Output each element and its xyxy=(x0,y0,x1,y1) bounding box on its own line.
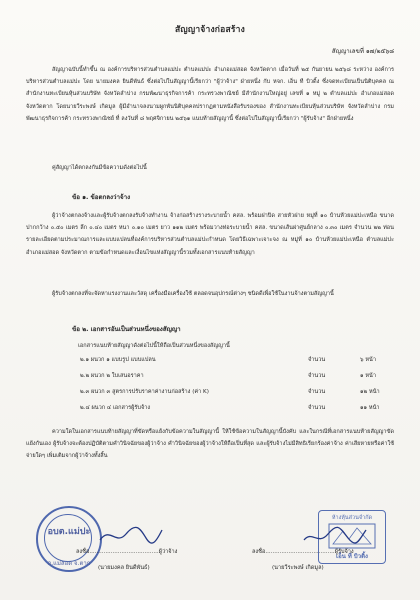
contractor-signature xyxy=(300,524,370,550)
attachment-pages: ๖ หน้า xyxy=(360,357,376,363)
employer-sign-line: ลงชื่อ.......................................ผู้ว่าจ้าง xyxy=(76,549,178,555)
contract-number: สัญญาเลขที่ ๑๗/๒๕๖๘ xyxy=(331,48,394,55)
clause-1-materials: ผู้รับจ้างตกลงที่จะจัดหาแรงงานและวัสดุ เครื่องมือเครื่องใช้ ตลอดจนอุปกรณ์ต่างๆ ชนิดดีเพื่อใช้ในงานจ้างตามสัญญานี้ xyxy=(52,291,334,297)
attachment-count-label: จำนวน xyxy=(308,373,326,379)
attachment-row xyxy=(80,388,380,400)
attachment-row xyxy=(80,356,380,368)
document-title: สัญญาจ้างก่อสร้าง xyxy=(175,25,245,35)
company-stamp-top: ห้างหุ้นส่วนจำกัด xyxy=(331,515,373,521)
attachment-pages: ๑ หน้า xyxy=(360,373,376,379)
clause-2-tail: ความใดในเอกสารแนบท้ายสัญญาที่ขัดหรือแย้งกับข้อความในสัญญานี้ ให้ใช้ข้อความในสัญญานี้บังคับ และในกรณีที่เอกสารแนบท้ายสัญญาขัดแย้งกันเอง ผู้รับจ้างจะต้องปฏิบัติตามคำวินิจฉัยของผู้ว่าจ้าง คำวินิจฉัยของผู้ว่าจ้างให้ถือเป็นที่สุด และผู้รับจ้างไม่มีสิทธิเรียกร้องค่าจ้าง ค่าเสียหายหรือค่าใช้จ่ายใดๆ เพิ่มเติมจากผู้ว่าจ้างทั้งสิ้น xyxy=(26,429,394,460)
official-seal xyxy=(36,506,102,572)
agreement-line: คู่สัญญาได้ตกลงกันมีข้อความดังต่อไปนี้ xyxy=(52,165,147,171)
attachment-count-label: จำนวน xyxy=(308,357,326,363)
attachment-pages: ๑๒ หน้า xyxy=(360,389,380,395)
attachment-row xyxy=(80,372,380,384)
employer-signature xyxy=(96,522,166,548)
contractor-name: (นายวีระพงษ์ เกิดมูล) xyxy=(272,565,324,571)
attachment-label: ๒.๔ ผนวก ๔ เอกสารผู้รับจ้าง xyxy=(80,405,151,411)
seal-text-bottom: อ.แม่สอด จ.ตาก xyxy=(47,560,91,567)
attachment-label: ๒.๓ ผนวก ๓ สูตรการปรับราคาค่างานก่อสร้าง (ค่า K) xyxy=(80,389,209,395)
attachment-label: ๒.๒ ผนวก ๒ ใบเสนอราคา xyxy=(80,373,144,379)
intro-paragraph: สัญญาฉบับนี้ทำขึ้น ณ องค์การบริหารส่วนตำบลแม่ปะ ตำบลแม่ปะ อำเภอแม่สอด จังหวัดตาก เมื่อวันที่ ๒๕ กันยายน ๒๕๖๘ ระหว่าง องค์การบริหารส่วนตำบลแม่ปะ โดย นายมงคล ยินดีพันธ์ ซึ่งต่อไปในสัญญานี้เรียกว่า "ผู้ว่าจ้าง" ฝ่ายหนึ่ง กับ หจก. เอ็น ที บิวดิ้ง ซึ่งจดทะเบียนเป็นนิติบุคคล ณ สำนักงานทะเบียนหุ้นส่วนบริษัท จังหวัดลำปาง กรมพัฒนาธุรกิจการค้า กระทรวงพาณิชย์ มีสำนักงานใหญ่อยู่ เลขที่ ๑ หมู่ ๒ ตำบลแม่ปะ อำเภอแม่สอด จังหวัดตาก โดยนายวีระพงษ์ เกิดมูล ผู้มีอำนาจลงนามผูกพันนิติบุคคลปรากฏตามหนังสือรับรองของ สำนักงานทะเบียนหุ้นส่วนบริษัท จังหวัดลำปาง กรมพัฒนาธุรกิจการค้า กระทรวงพาณิชย์ ที่ ลงวันที่ ๘ พฤศจิกายน ๒๕๖๑ แนบท้ายสัญญานี้ ซึ่งต่อไปในสัญญานี้เรียกว่า "ผู้รับจ้าง" อีกฝ่ายหนึ่ง xyxy=(26,67,394,122)
attachment-count-label: จำนวน xyxy=(308,389,326,395)
attachment-row xyxy=(80,404,380,416)
attachment-count-label: จำนวน xyxy=(308,405,326,411)
contractor-sign-line: ลงชื่อ.......................................ผู้รับจ้าง xyxy=(252,549,354,555)
attachment-pages: ๑๑ หน้า xyxy=(360,405,380,411)
clause-1-heading: ข้อ ๑. ข้อตกลงว่าจ้าง xyxy=(72,194,131,201)
clause-2-lead: เอกสารแนบท้ายสัญญาดังต่อไปนี้ให้ถือเป็นส่วนหนึ่งของสัญญานี้ xyxy=(78,343,230,349)
company-stamp-bottom: เอ็น ที บิวดิ้ง xyxy=(336,553,368,560)
clause-2-heading: ข้อ ๒. เอกสารอันเป็นส่วนหนึ่งของสัญญา xyxy=(72,326,181,333)
seal-text-top: อบต.แม่ปะ xyxy=(47,527,91,537)
employer-name: (นายมงคล ยินดีพันธ์) xyxy=(98,565,150,571)
attachment-label: ๒.๑ ผนวก ๑ แบบรูป แบบแปลน xyxy=(80,357,156,363)
clause-1-paragraph: ผู้ว่าจ้างตกลงจ้างและผู้รับจ้างตกลงรับจ้างทำงาน จ้างก่อสร้างรางระบายน้ำ คสล. พร้อมฝาปิด สายหัวฝาย หมู่ที่ ๑๐ บ้านห้วยแม่ปะเหนือ ขนาดปากกว้าง ๐.๕๐ เมตร ลึก ๐.๔๐ เมตร หนา ๐.๑๐ เมตร ยาว ๑๑๒ เมตร พร้อมวางท่อระบายน้ำ คสล. ขนาดเส้นผ่าศูนย์กลาง ๐.๓๐ เมตร จำนวน ๒๒ ท่อน รายละเอียดตามประมาณการและแบบแปลนที่องค์การบริหารส่วนตำบลแม่ปะกำหนด โดยวิธีเฉพาะเจาะจง ณ หมู่ที่ ๑๐ บ้านห้วยแม่ปะเหนือ ตำบลแม่ปะ อำเภอแม่สอด จังหวัดตาก ตามข้อกำหนดและเงื่อนไขแห่งสัญญานี้รวมทั้งเอกสารแนบท้ายสัญญา xyxy=(26,213,394,256)
